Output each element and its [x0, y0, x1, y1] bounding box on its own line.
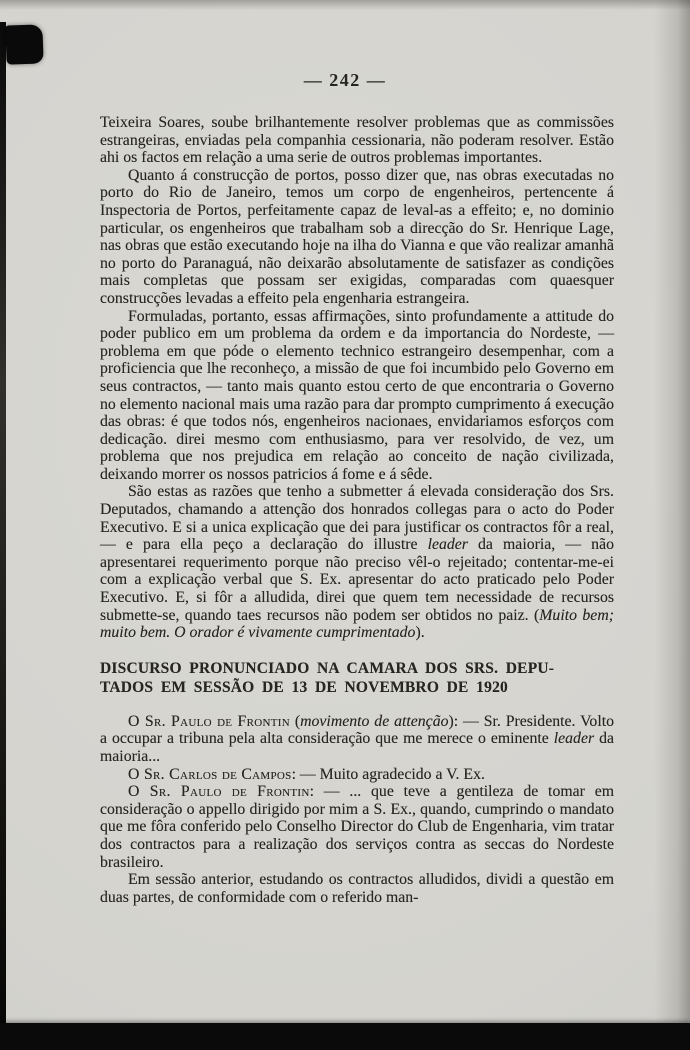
text-run: O Sr. Paulo de Frontin	[128, 783, 310, 801]
section-heading-line-2: TADOS EM SESSÃO DE 13 DE NOVEMBRO DE 1920	[100, 679, 508, 697]
text-run: O Sr. Carlos de Campos	[128, 765, 292, 783]
scan-artifact-corner-blob	[5, 24, 43, 64]
text-run: da maioria...	[100, 730, 615, 765]
text-column	[100, 114, 614, 906]
scan-artifact-right-shade	[654, 0, 690, 1050]
paragraph-4	[100, 483, 614, 641]
section-heading	[100, 659, 614, 698]
paragraph-2	[100, 167, 614, 308]
scan-artifact-bottom-edge	[0, 1023, 690, 1050]
paragraph-7-speaker-frontin	[100, 783, 614, 871]
text-run: Teixeira Soares, soube brilhantemente resolver problemas que as commissões estrangeiras, enviadas pela companhia cessionaria, não poderam resolver. Estão ahi os factos em relação a uma serie de outros problemas importantes.	[100, 114, 614, 167]
paragraph-3	[100, 308, 614, 484]
text-run: leader	[427, 536, 468, 554]
text-run: da maioria, — não apresentarei requerimento porque não preciso vêl-o rejeitado; contentar-me-ei com a explicação verbal que S. Ex. apresentar do acto praticado pelo Poder Executivo. E, si fôr a alludida, direi que quem tem necessidade de recursos submette-se, quando taes recursos não podem ser obtidos no paiz. (	[100, 536, 614, 624]
paragraph-8	[100, 871, 614, 906]
text-run: (	[289, 712, 301, 730]
paragraph-1	[100, 114, 614, 167]
section-heading-line-1: DISCURSO PRONUNCIADO NA CAMARA DOS SRS. DEPU-	[100, 659, 555, 677]
page-number: — 242 —	[303, 70, 387, 90]
text-run: ): — Sr. Presidente. Volto a occupar a tribuna pela alta consideração que me merece o eminente	[100, 712, 615, 748]
text-run: Em sessão anterior, estudando os contractos alludidos, dividi a questão em duas partes, de conformidade com o referido man-	[100, 871, 614, 906]
text-run: O Sr. Paulo de Frontin	[128, 712, 290, 730]
paragraph-6-speaker-campos	[100, 766, 614, 784]
text-run: Quanto á construcção de portos, posso dizer que, nas obras executadas no porto do Rio de Janeiro, temos um corpo de engenheiros, pertencente á Inspectoria de Portos, perfeitamente capaz de leval-as a effeito; e, no dominio particular, os engenheiros que trabalham sob a direcção do Sr. Henrique Lage, nas obras que estão executando hoje na ilha do Vianna e que vão realizar amanhã no porto do Paranaguá, não deixarão absolutamente de satisfazer as condições mais completas que possam ser exigidas, comparadas com quaesquer construcções levadas a effeito pela engenharia estrangeira.	[100, 166, 614, 307]
text-run: : — Muito agradecido a V. Ex.	[291, 765, 485, 783]
text-run: movimento de attenção	[300, 712, 449, 730]
paragraph-5-speaker-frontin	[100, 713, 614, 766]
text-run: São estas as razões que tenho a submetter á elevada consideração dos Srs. Deputados, chamando a attenção dos honrados collegas para o acto do Poder Executivo. E si a unica explicação que dei para justificar os contractos fôr a real, — e para ella peço a declaração do illustre	[100, 483, 614, 554]
scan-artifact-top-shade	[0, 0, 690, 10]
text-run: ).	[415, 624, 425, 642]
scan-artifact-left-edge	[0, 22, 6, 1050]
text-run: Muito bem; muito bem. O orador é vivamente cumprimentado	[100, 606, 614, 642]
text-run: Formuladas, portanto, essas affirmações, sinto profundamente a attitude do poder publico em um problema da ordem e da importancia do Nordeste, — problema em que póde o elemento technico estrangeiro desempenhar, com a proficiencia que lhe reconheço, a missão de que foi incumbido pelo Governo em seus contractos, — tanto mais quanto estou certo de que encontraria o Governo no elemento nacional mais uma razão para dar prompto cumprimento á execução das obras: é que todos nós, engenheiros nacionaes, envidariamos esforços com dedicação. direi mesmo com enthusiasmo, para ver resolvido, de vez, um problema que nos prejudica em relação ao conceito de nação civilizada, deixando morrer os nossos patricios á fome e á sêde.	[100, 307, 614, 483]
text-run: leader	[553, 730, 595, 748]
text-run: : — ... que teve a gentileza de tomar em consideração o appello dirigido por mim a S. Ex., quando, cumprindo o mandato que me fôra conferido pelo Conselho Director do Club de Engenharia, vim tratar dos contractos para a realização dos serviços contra as seccas do Nordeste brasileiro.	[100, 783, 614, 871]
